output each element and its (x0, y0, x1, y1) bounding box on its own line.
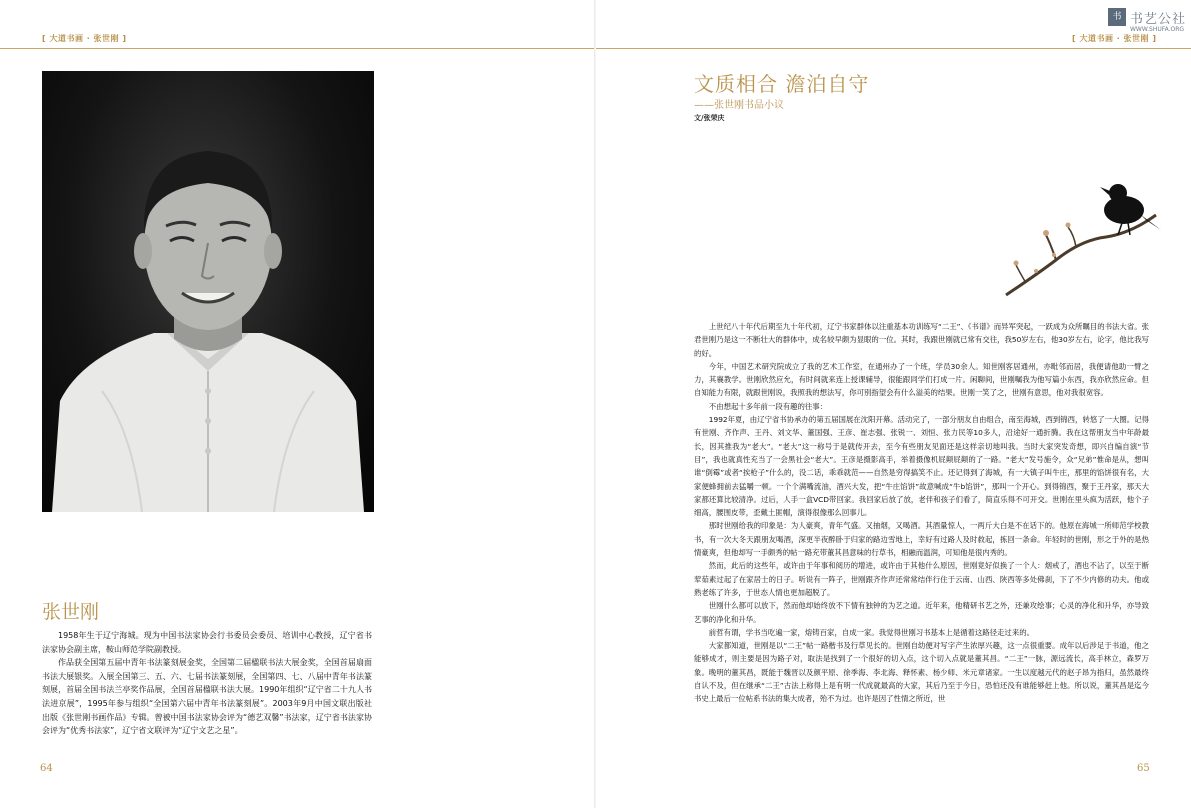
article-paragraph: 那时世刚给我的印象是：为人豪爽，青年气盛。又抽烟，又喝酒。其酒量惊人，一两斤大白是不在话下的。他原在海城一所师范学校教书，有一次大冬天跟朋友喝酒，深更半夜醉卧于归家的路边雪地上，幸好有过路人及时救起，拣回一条命。年轻时的世刚，形之于外的是热情豪爽，但他却写一手颇秀的帖一路充带董其昌意味的行草书，相融而温润，可知他是很内秀的。 (694, 521, 1149, 558)
right-page (596, 0, 1191, 808)
article-paragraph: 1992年夏，由辽宁省书协承办的第五届国展在沈阳开幕。活动完了，一部分朋友自由组合，南至海城，西到锦西，转悠了一大圈。记得有世刚、齐作声、王丹、刘文华、董国强、王彦、崔志强、张锐一、刘恒、张力民等10多人，沿途好一通折腾。我在这帮朋友当中年龄最长，因其推我为“老大”。“老大”这一称号于是就传开去，至今有些朋友见面还是这样亲切地叫我。当时大家突发奇想，即兴自编自演“节目”，我也就真性充当了一会黑社会“老大”。王彦是摄影高手，举着摄像机屁颠屁颠的了一路。“老大”发号施令，众“兄弟”惟命是从，想叫谁“倒霉”或者“挨枪子”什么的，没二话，乖乖就范——自然是穷得搞笑不止。还记得到了海城，有一大镇子叫牛庄，那里的馅饼很有名，大家便蜂拥前去猛嚼一顿。一个个满嘴流油，酒兴大发，把“牛庄馅饼”故意喊成“牛b馅饼”，那叫一个开心。到得锦西，聚于王丹家，那天大家都还算比较清净。过后，人手一盒VCD带回家。我回家后放了放，老伴和孩子们看了，简直乐得不可开交。世刚在里头疯为活跃，他个子细高，腰围皮带，歪戴土匪帽，演得很像那么回事儿。 (694, 415, 1149, 518)
article-paragraph: 世刚什么都可以放下，然而他却始终放不下情有独钟的为艺之道。近年来，他精研书艺之外，还兼攻绘事；心灵的净化和升华，亦导致艺事的净化和升华。 (694, 601, 1149, 624)
site-watermark (1108, 8, 1188, 38)
article-body (694, 320, 1149, 706)
running-head: [ 大道书画 · 张世刚 ] (1072, 34, 1157, 43)
portrait-illustration (42, 71, 374, 512)
header-rule (596, 48, 1191, 49)
watermark-url: WWW.SHUFA.ORG (1130, 26, 1185, 33)
running-head: [ 大道书画 · 张世刚 ] (42, 34, 127, 43)
article-paragraph: 今年，中国艺术研究院成立了我的艺术工作室，在通州办了一个班，学员30余人。知世刚客居通州，亦毗邻而居，我便请他助一臂之力，其襄教学。世刚欣然应允，有时间就来连上授课辅导，很能跟同学们打成一片。闲聊间，世刚嘱我为他写篇小东西，我亦欣然应命。但自知能力有限，就跟世刚说，我照我的想法写，你可别指望会有什么溢美的结果。世刚一笑了之，世刚有意思，他对我很宽容。 (694, 361, 1149, 398)
article-paragraph: 前哲有谓，学书当吃遍一家，熔铸百家，自成一家。我觉得世刚习书基本上是循着这路径走过来的。 (708, 627, 1034, 637)
bio-paragraph: 作品获全国第五届中青年书法篆刻展金奖，全国第二届楹联书法大展金奖，全国首届扇面书法大展银奖。入展全国第三、五、六、七届书法篆刻展，全国第四、七、八届中青年书法篆刻展，首届全国书法兰亭奖作品展，全国首届楹联书法大展。1990年组织“辽宁省二十九人书法进京展”，1995年参与组织“全国第六届中青年书法篆刻展”。2003年9月中国文联出版社出版《张世刚书画作品》专辑。曾被中国书法家协会评为“德艺双馨”书法家，辽宁省书法家协会评为“优秀书法家”，辽宁省文联评为“辽宁文艺之星”。 (42, 658, 372, 736)
bird-painting (996, 165, 1166, 305)
watermark-title: 书艺公社 (1130, 12, 1187, 27)
bio-paragraph: 1958年生于辽宁海城。现为中国书法家协会行书委员会委员、培训中心教授，辽宁省书法家协会副主席，鞍山师范学院副教授。 (42, 631, 372, 654)
article-paragraph: 然而，此后的这些年，或许由于年事和阅历的增进，或许由于其他什么原因，世刚竟好似换了一个人：烟戒了，酒也不沾了，以至于断荤茹素过起了在家居士的日子。听说有一阵子，世刚跟齐作声还常常结伴行住于云南、山西、陕西等多处佛刹，下了不少内修的功夫。他或熟老练了许多，于世态人情也更加超脱了。 (694, 561, 1149, 597)
artist-name-heading: 张世刚 (42, 601, 100, 623)
header-rule (0, 48, 595, 49)
article-paragraph: 上世纪八十年代后期至九十年代初，辽宁书家群体以注重基本功训练写“二王”、《书谱》而异军突起，一跃成为众所瞩目的书法大省。张君世刚乃是这一不断壮大的群体中，成名较早颇为显眼的一位。其时，我跟世刚就已常有交往，我50岁左右，他30岁左右，论字，他比我写的好。 (694, 322, 1149, 358)
bird-on-branch-icon (996, 165, 1166, 305)
article-paragraph: 不由想起十多年前一段有趣的往事： (708, 401, 828, 411)
page-number: 64 (40, 763, 53, 774)
article-subtitle: ——张世刚书品小议 (694, 100, 784, 111)
article-paragraph: 大家都知道，世刚是以“二王”帖一路楷书及行草见长的。世刚自幼便对写字产生浓厚兴趣，这一点很重要。成年以后涉足于书道，他之能够成才，则主要是因为路子对，取法是找到了一个很好的切入点，这个切入点就是董其昌。“二王”一脉，源远流长，高手林立，森罗万象。晚明的董其昌，既能于魏晋以及颜平原、徐季海、李北海、释怀素、杨少师、米元章诸家。一生以度越元代的赵子昂为指归，虽然最终自认不及，但在继承“二王”古法上称得上是有明一代成就最高的大家，其后乃至于今日，恐怕还没有谁能够赶上他。所以说，董其昌是迄今书史上最后一位帖系书法的集大成者，殆不为过。也许是因了性情之所近，世 (694, 641, 1149, 704)
article-author: 文/张荣庆 (694, 114, 725, 122)
article-title: 文质相合 澹泊自守 (694, 72, 870, 96)
artist-bio (42, 629, 372, 738)
seal-icon: 书 (1108, 8, 1126, 26)
page-number: 65 (1137, 763, 1150, 774)
artist-portrait-photo (42, 71, 374, 512)
left-page (0, 0, 595, 808)
